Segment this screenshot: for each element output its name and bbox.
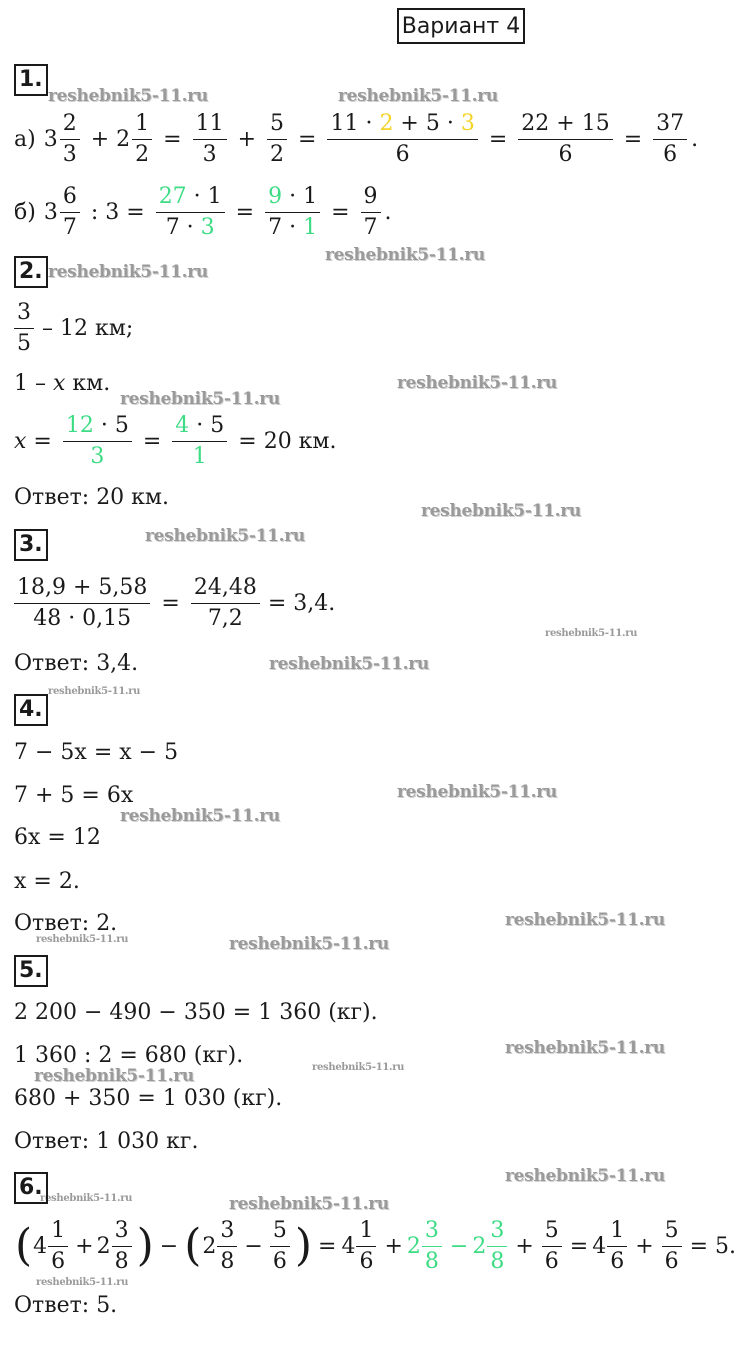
watermark: reshebnik5-11.ru: [505, 910, 665, 930]
answer: Ответ: 2.: [14, 911, 118, 936]
variable: x: [14, 428, 27, 454]
watermark: reshebnik5-11.ru: [48, 86, 208, 106]
watermark: reshebnik5-11.ru: [120, 806, 280, 826]
watermark: reshebnik5-11.ru: [338, 86, 498, 106]
task3-line: $\frac{18,9 + 5,58}{48 \cdot 0,15}$ = $\frac{24,48}{7,2}$ = 3,4.: [14, 570, 335, 636]
numerator: 18,9 + 5,58: [17, 575, 148, 601]
item-label: а): [14, 126, 36, 152]
watermark: reshebnik5-11.ru: [312, 1062, 405, 1073]
watermark: reshebnik5-11.ru: [34, 1066, 194, 1086]
task2-line3: x = $\frac{12 \cdot 5}{3}$ = $\frac{4 \cdot 5}{1}$ = 20 км.: [14, 413, 337, 469]
task1-line-b: б) 3 $\frac{6}{7}$ : 3 = $\frac{27 \cdot 1}{7 \cdot 3}$ = $\frac{9 \cdot 1}{7 \cdot 1}$ = $\frac{9}{7}$ .: [14, 184, 392, 240]
task2-text: км.: [72, 370, 111, 396]
watermark: reshebnik5-11.ru: [229, 1194, 389, 1214]
task2-text: 1 –: [14, 370, 46, 396]
task2-line1: $\frac{3}{5}$ – 12 км;: [14, 295, 133, 361]
task1-line-a: а) 3 $\frac{2}{3}$ + 2 $\frac{1}{2}$ = $\frac{11}{3}$ + $\frac{5}{2}$ = $\frac{11 \cdot 2 + 5 \cdot 3}{6}$ = $\frac{22 + 15}{6}$ = $\frac{37}{6}$ .: [14, 111, 699, 167]
equation-line: 7 − 5x = x − 5: [14, 740, 179, 765]
watermark: reshebnik5-11.ru: [229, 934, 389, 954]
task-number: 6.: [14, 1172, 48, 1204]
task-number: 1.: [14, 64, 48, 96]
equation-line: 680 + 350 = 1 030 (кг).: [14, 1086, 283, 1111]
task2-line2: [14, 368, 110, 398]
watermark: reshebnik5-11.ru: [397, 782, 557, 802]
task-number: 3.: [14, 529, 48, 561]
numerator: 24,48: [193, 575, 257, 601]
watermark: reshebnik5-11.ru: [505, 1166, 665, 1186]
variant-title: Вариант 4: [397, 8, 525, 44]
watermark: reshebnik5-11.ru: [269, 654, 429, 674]
task-number: 4.: [14, 694, 48, 726]
watermark: reshebnik5-11.ru: [48, 262, 208, 282]
answer: Ответ: 5.: [14, 1293, 118, 1318]
task6-line: ( 4 $\frac{1}{6}$ + 2 $\frac{3}{8}$ ) − ( 2 $\frac{3}{8}$ − $\frac{5}{6}$ ) = 4 $\frac{1}{6}$ + 2 $\frac{3}{8}$ − 2 $\frac{3}{8}$ + $\frac{5}{6}$ = 4 $\frac{1}{6}$ + $\frac{5}{6}$ = 5.: [15, 1218, 736, 1274]
watermark: reshebnik5-11.ru: [36, 934, 129, 945]
watermark: reshebnik5-11.ru: [120, 389, 280, 409]
answer: Ответ: 1 030 кг.: [14, 1129, 199, 1154]
watermark: reshebnik5-11.ru: [36, 1277, 129, 1288]
task-number: 2.: [14, 256, 48, 288]
watermark: reshebnik5-11.ru: [145, 526, 305, 546]
answer: Ответ: 3,4.: [14, 651, 139, 676]
watermark: reshebnik5-11.ru: [325, 245, 485, 265]
denominator: 48 · 0,15: [14, 603, 150, 630]
watermark: reshebnik5-11.ru: [40, 1193, 133, 1204]
watermark: reshebnik5-11.ru: [48, 686, 141, 697]
watermark: reshebnik5-11.ru: [545, 628, 638, 639]
task6-text: = 5.: [689, 1233, 736, 1259]
equation-line: 6x = 12: [14, 825, 101, 850]
task-number: 5.: [14, 955, 48, 987]
denominator: 7,2: [191, 603, 260, 630]
equation-line: 7 + 5 = 6x: [14, 783, 134, 808]
task2-text: – 12 км;: [42, 315, 134, 341]
task3-text: = 3,4.: [267, 590, 336, 616]
answer: Ответ: 20 км.: [14, 485, 170, 510]
equation-line: 2 200 − 490 − 350 = 1 360 (кг).: [14, 1000, 378, 1025]
task2-text: = 20 км.: [238, 428, 337, 454]
watermark: reshebnik5-11.ru: [397, 373, 557, 393]
equation-line: 1 360 : 2 = 680 (кг).: [14, 1043, 244, 1068]
equation-line: x = 2.: [14, 869, 80, 894]
variable: x: [53, 370, 66, 396]
watermark: reshebnik5-11.ru: [421, 501, 581, 521]
watermark: reshebnik5-11.ru: [505, 1038, 665, 1058]
item-label: б): [14, 199, 36, 225]
